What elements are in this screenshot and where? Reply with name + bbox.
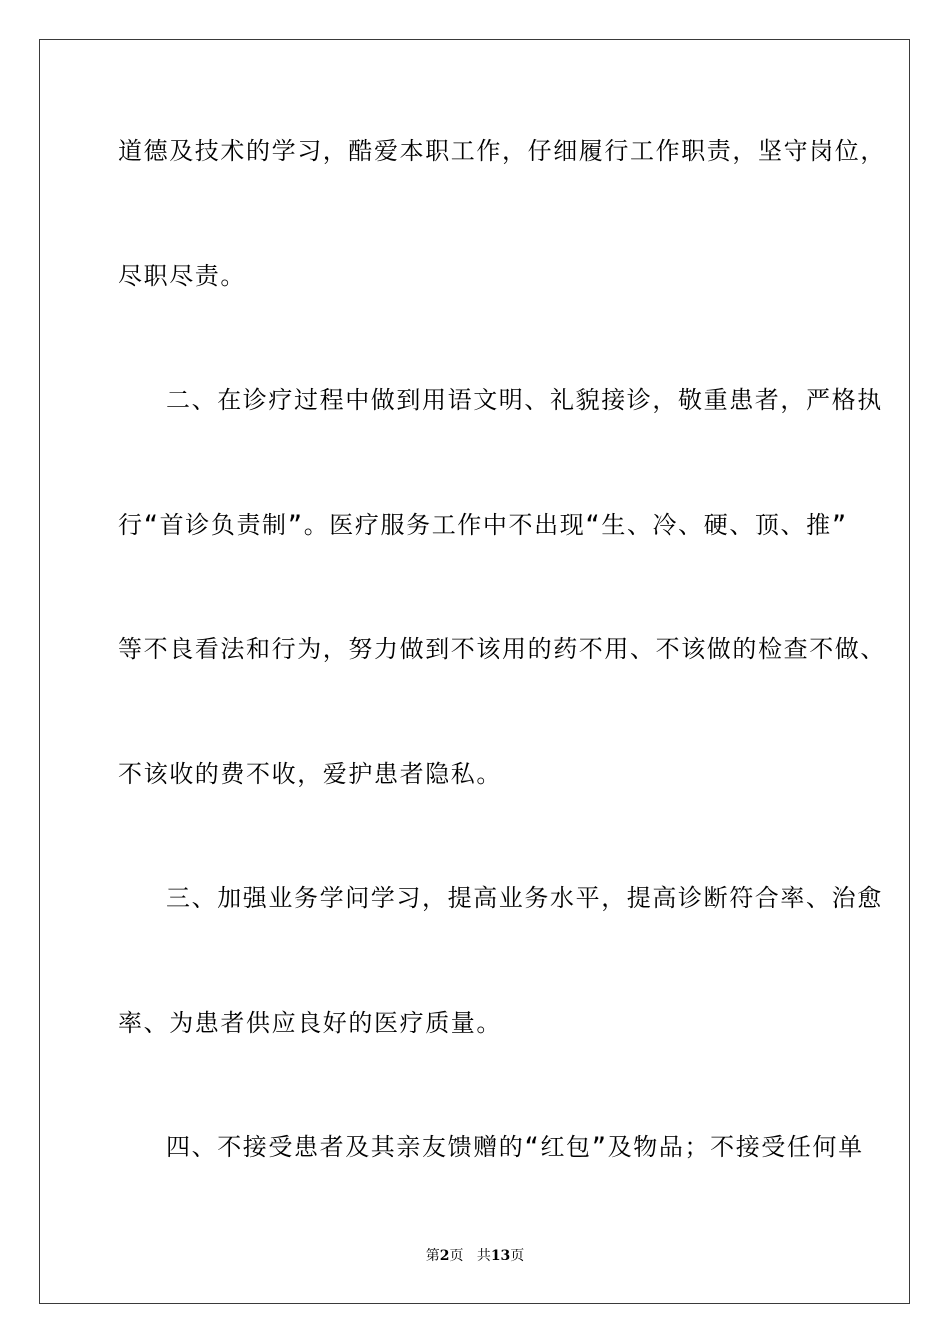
paragraph-line: 道德及技术的学习，酷爱本职工作，仔细履行工作职责，坚守岗位， (118, 137, 886, 165)
page-border (39, 39, 910, 1304)
paragraph-line: 不该收的费不收，爱护患者隐私。 (118, 760, 502, 788)
paragraph-line: 行“首诊负责制”。医疗服务工作中不出现“生、冷、硬、顶、推” (118, 511, 848, 539)
paragraph-line: 四、不接受患者及其亲友馈赠的“红包”及物品；不接受任何单 (166, 1133, 864, 1161)
page-suffix: 页 (449, 1248, 464, 1264)
page-prefix: 第 (425, 1248, 440, 1264)
paragraph-line: 等不良看法和行为，努力做到不该用的药不用、不该做的检查不做、 (118, 635, 886, 663)
paragraph-line: 三、加强业务学问学习，提高业务水平，提高诊断符合率、治愈 (166, 884, 883, 912)
paragraph-line: 二、在诊疗过程中做到用语文明、礼貌接诊，敬重患者，严格执 (166, 386, 883, 414)
paragraph-line: 尽职尽责。 (118, 262, 246, 290)
page-footer (0, 1246, 950, 1266)
total-suffix: 页 (510, 1248, 525, 1264)
page-current: 2 (439, 1248, 450, 1264)
total-prefix: 共 (476, 1248, 491, 1264)
page-total: 13 (490, 1248, 511, 1264)
paragraph-line: 率、为患者供应良好的医疗质量。 (118, 1009, 502, 1037)
